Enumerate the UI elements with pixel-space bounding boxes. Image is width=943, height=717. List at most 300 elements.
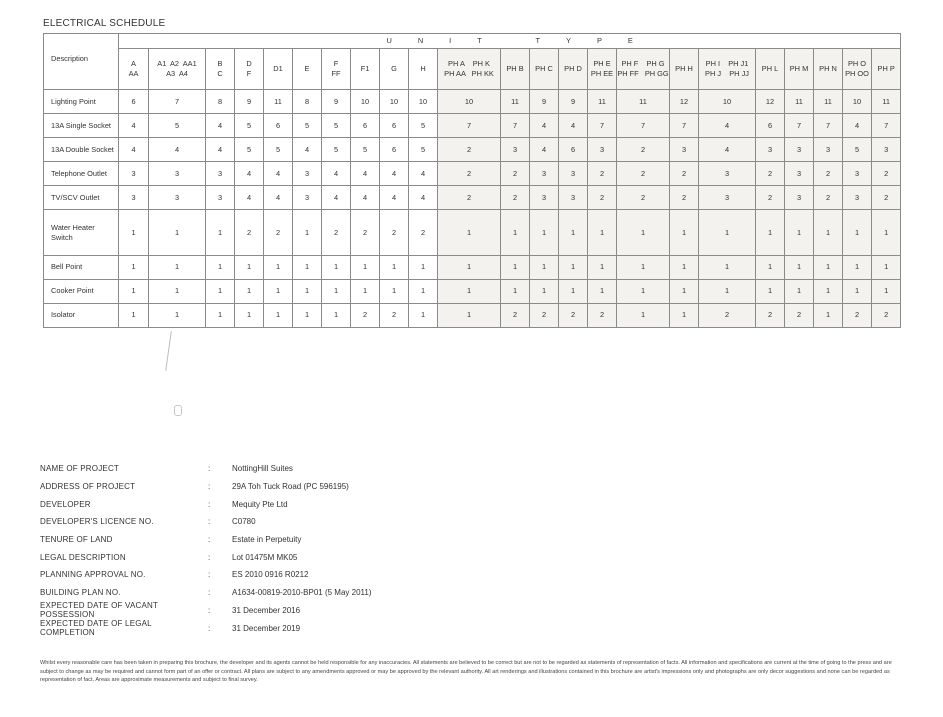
colon-separator: : (208, 535, 211, 545)
table-cell: 1 (438, 279, 501, 303)
table-cell: 1 (814, 255, 843, 279)
table-cell: 4 (530, 138, 559, 162)
table-cell: 1 (588, 255, 617, 279)
table-cell: 1 (119, 279, 149, 303)
table-cell: 2 (814, 186, 843, 210)
row-description: Water Heater Switch (44, 210, 119, 256)
project-detail-row (40, 478, 520, 496)
colon-separator: : (208, 605, 211, 615)
table-cell: 11 (814, 90, 843, 114)
unit-type-column-header (872, 49, 901, 90)
table-cell: 4 (409, 162, 438, 186)
table-cell: 2 (670, 162, 699, 186)
table-cell: 3 (530, 186, 559, 210)
table-cell: 4 (235, 186, 264, 210)
unit-type-column-header (438, 49, 501, 90)
table-cell: 2 (380, 210, 409, 256)
table-cell: 1 (149, 303, 206, 327)
table-cell: 3 (559, 186, 588, 210)
unit-type-label: PH EE (590, 69, 614, 78)
table-cell: 2 (617, 162, 670, 186)
unit-type-label: G (391, 64, 397, 73)
table-cell: 2 (380, 303, 409, 327)
table-cell: 4 (699, 138, 756, 162)
row-description: Isolator (44, 303, 119, 327)
row-description: TV/SCV Outlet (44, 186, 119, 210)
table-cell: 11 (617, 90, 670, 114)
table-row (44, 303, 901, 327)
table-cell: 5 (409, 138, 438, 162)
table-cell: 1 (438, 255, 501, 279)
table-cell: 1 (409, 255, 438, 279)
table-cell: 5 (149, 114, 206, 138)
unit-type-label: PH D (564, 64, 582, 73)
table-cell: 5 (351, 138, 380, 162)
unit-type-column-header (814, 49, 843, 90)
table-cell: 2 (699, 303, 756, 327)
unit-type-label: PH C (535, 64, 553, 73)
project-detail-value: Mequity Pte Ltd (232, 499, 288, 509)
table-cell: 1 (756, 279, 785, 303)
table-cell: 1 (785, 210, 814, 256)
unit-type-column-header (380, 49, 409, 90)
unit-type-column-header (409, 49, 438, 90)
unit-type-column-header (206, 49, 235, 90)
unit-type-label: AA (128, 69, 139, 78)
table-cell: 1 (206, 303, 235, 327)
table-cell: 8 (293, 90, 322, 114)
table-cell: 2 (588, 162, 617, 186)
table-cell: 1 (501, 279, 530, 303)
project-detail-row (40, 495, 520, 513)
project-detail-label: LEGAL DESCRIPTION (40, 552, 126, 562)
table-cell: 3 (785, 162, 814, 186)
table-cell: 4 (235, 162, 264, 186)
table-cell: 1 (617, 303, 670, 327)
table-cell: 1 (617, 279, 670, 303)
unit-type-column-header (530, 49, 559, 90)
unit-type-label: A1 A2 AA1 (157, 59, 197, 69)
table-cell: 3 (530, 162, 559, 186)
table-cell: 4 (322, 186, 351, 210)
project-detail-row (40, 513, 520, 531)
row-description: 13A Single Socket (44, 114, 119, 138)
table-cell: 1 (380, 279, 409, 303)
project-details (40, 460, 520, 637)
project-detail-value: ES 2010 0916 R0212 (232, 570, 309, 580)
table-cell: 1 (322, 303, 351, 327)
table-cell: 1 (530, 279, 559, 303)
table-cell: 3 (814, 138, 843, 162)
table-cell: 1 (814, 279, 843, 303)
table-cell: 1 (149, 210, 206, 256)
table-cell: 3 (501, 138, 530, 162)
unit-type-label: PH L (761, 64, 779, 73)
colon-separator: : (208, 499, 211, 509)
unit-type-label: A (131, 59, 136, 69)
table-row (44, 114, 901, 138)
table-cell: 2 (872, 186, 901, 210)
project-detail-value: A1634-00819-2010-BP01 (5 May 2011) (232, 588, 372, 598)
table-cell: 10 (351, 90, 380, 114)
unit-type-label: PH O (847, 59, 867, 69)
table-cell: 2 (617, 138, 670, 162)
table-cell: 1 (264, 303, 293, 327)
table-cell: 4 (351, 162, 380, 186)
table-cell: 1 (530, 255, 559, 279)
table-cell: 11 (872, 90, 901, 114)
table-cell: 1 (617, 255, 670, 279)
project-detail-label: EXPECTED DATE OF LEGAL COMPLETION (40, 619, 152, 638)
table-cell: 1 (670, 279, 699, 303)
table-cell: 5 (293, 114, 322, 138)
table-cell: 1 (559, 279, 588, 303)
table-cell: 5 (235, 138, 264, 162)
table-cell: 6 (756, 114, 785, 138)
table-cell: 2 (588, 303, 617, 327)
table-cell: 6 (559, 138, 588, 162)
unit-type-label: PH FF PH GG (617, 69, 669, 78)
table-cell: 12 (756, 90, 785, 114)
table-cell: 9 (559, 90, 588, 114)
table-cell: 7 (438, 114, 501, 138)
row-description: 13A Double Socket (44, 138, 119, 162)
project-detail-row (40, 460, 520, 478)
table-cell: 2 (438, 138, 501, 162)
table-cell: 1 (409, 303, 438, 327)
table-cell: 6 (264, 114, 293, 138)
table-cell: 1 (438, 303, 501, 327)
table-cell: 1 (235, 255, 264, 279)
table-cell: 2 (438, 186, 501, 210)
table-cell: 1 (699, 210, 756, 256)
project-detail-label: PLANNING APPROVAL NO. (40, 570, 146, 580)
row-description: Telephone Outlet (44, 162, 119, 186)
table-cell: 2 (756, 303, 785, 327)
unit-type-column-header (351, 49, 380, 90)
table-cell: 2 (438, 162, 501, 186)
table-row (44, 138, 901, 162)
table-row (44, 210, 901, 256)
table-cell: 1 (293, 255, 322, 279)
table-cell: 4 (119, 138, 149, 162)
unit-type-label: PH P (877, 64, 895, 73)
project-detail-label: EXPECTED DATE OF VACANT POSSESSION (40, 601, 158, 620)
table-cell: 1 (843, 210, 872, 256)
table-cell: 1 (670, 255, 699, 279)
table-cell: 1 (530, 210, 559, 256)
table-cell: 1 (670, 210, 699, 256)
table-cell: 2 (501, 162, 530, 186)
table-cell: 1 (409, 279, 438, 303)
table-cell: 10 (699, 90, 756, 114)
table-cell: 7 (501, 114, 530, 138)
table-cell: 1 (264, 279, 293, 303)
table-cell: 3 (843, 186, 872, 210)
project-detail-row (40, 548, 520, 566)
row-description: Bell Point (44, 255, 119, 279)
table-cell: 10 (438, 90, 501, 114)
table-cell: 3 (559, 162, 588, 186)
unit-type-label: PH N (819, 64, 837, 73)
table-cell: 11 (785, 90, 814, 114)
unit-type-column-header (843, 49, 872, 90)
unit-type-column-header (149, 49, 206, 90)
table-cell: 1 (872, 255, 901, 279)
table-cell: 3 (670, 138, 699, 162)
table-cell: 1 (756, 210, 785, 256)
table-cell: 1 (235, 279, 264, 303)
project-detail-label: DEVELOPER (40, 499, 91, 509)
table-cell: 1 (872, 279, 901, 303)
table-cell: 1 (588, 210, 617, 256)
table-cell: 2 (351, 303, 380, 327)
colon-separator: : (208, 588, 211, 598)
disclaimer-text: Whilst every reasonable care has been taken in preparing this brochure, the developer and its agents cannot be held responsible for any inaccuracies. All statements are believed to be correct but are not to be regarded as statements of representation of facts. All information and specifications are current at the time of going to the press and are subject to change as may be required and cannot form part of an offer or contract. All plans are subject to any amendments approved or may be approved by the relevant authority. All art renderings and illustrations contained in this brochure are artist's impressions only and photographs are only decor suggestions and none can be regarded as representation of fact. Areas are approximate measurements and subject to final survey. (40, 660, 892, 683)
table-cell: 1 (119, 210, 149, 256)
table-cell: 2 (617, 186, 670, 210)
colon-separator: : (208, 570, 211, 580)
table-cell: 1 (785, 255, 814, 279)
table-row (44, 162, 901, 186)
project-detail-value: Lot 01475M MK05 (232, 552, 298, 562)
unit-type-label: PH B (506, 64, 524, 73)
table-cell: 3 (119, 162, 149, 186)
unit-type-label: PH OO (845, 69, 869, 78)
table-cell: 1 (322, 255, 351, 279)
table-cell: 11 (588, 90, 617, 114)
unit-type-label: PH F PH G (621, 59, 665, 69)
table-cell: 1 (322, 279, 351, 303)
table-cell: 5 (235, 114, 264, 138)
unit-type-column-headers (44, 49, 901, 90)
table-cell: 1 (264, 255, 293, 279)
schedule-body (44, 90, 901, 328)
table-cell: 3 (149, 162, 206, 186)
table-cell: 10 (409, 90, 438, 114)
table-cell: 5 (843, 138, 872, 162)
table-cell: 11 (501, 90, 530, 114)
table-cell: 4 (530, 114, 559, 138)
unit-type-column-header (501, 49, 530, 90)
project-detail-label: DEVELOPER'S LICENCE NO. (40, 517, 154, 527)
table-cell: 1 (785, 279, 814, 303)
unit-type-column-header (756, 49, 785, 90)
table-cell: 1 (206, 255, 235, 279)
table-cell: 3 (756, 138, 785, 162)
table-cell: 2 (501, 186, 530, 210)
table-cell: 3 (872, 138, 901, 162)
table-cell: 1 (501, 210, 530, 256)
table-cell: 1 (501, 255, 530, 279)
table-cell: 2 (235, 210, 264, 256)
table-cell: 4 (206, 114, 235, 138)
table-cell: 4 (380, 186, 409, 210)
table-cell: 4 (264, 186, 293, 210)
table-cell: 4 (322, 162, 351, 186)
table-cell: 2 (872, 162, 901, 186)
table-cell: 1 (206, 210, 235, 256)
table-cell: 1 (351, 279, 380, 303)
table-cell: 4 (293, 138, 322, 162)
table-cell: 12 (670, 90, 699, 114)
table-cell: 1 (235, 303, 264, 327)
unit-type-label: PH H (675, 64, 693, 73)
table-cell: 7 (617, 114, 670, 138)
table-cell: 5 (409, 114, 438, 138)
schedule-title: ELECTRICAL SCHEDULE (43, 18, 166, 29)
table-cell: 3 (785, 186, 814, 210)
table-cell: 3 (206, 162, 235, 186)
table-cell: 3 (206, 186, 235, 210)
unit-type-label: PH M (789, 64, 809, 73)
table-cell: 10 (843, 90, 872, 114)
table-cell: 10 (380, 90, 409, 114)
table-cell: 1 (670, 303, 699, 327)
table-cell: 11 (264, 90, 293, 114)
project-detail-value: 29A Toh Tuck Road (PC 596195) (232, 482, 349, 492)
row-description: Cooker Point (44, 279, 119, 303)
project-detail-row (40, 619, 520, 637)
table-cell: 4 (380, 162, 409, 186)
unit-type-column-header (559, 49, 588, 90)
table-cell: 1 (149, 255, 206, 279)
table-cell: 7 (814, 114, 843, 138)
unit-type-column-header (322, 49, 351, 90)
table-cell: 1 (119, 303, 149, 327)
table-cell: 1 (617, 210, 670, 256)
project-detail-value: 31 December 2016 (232, 605, 301, 615)
table-cell: 1 (293, 279, 322, 303)
table-cell: 2 (322, 210, 351, 256)
colon-separator: : (208, 552, 211, 562)
project-detail-row (40, 566, 520, 584)
table-cell: 1 (380, 255, 409, 279)
unit-type-label: D (246, 59, 252, 69)
colon-separator: : (208, 517, 211, 527)
colon-separator: : (208, 482, 211, 492)
unit-type-header: UNIT TYPE (119, 34, 901, 49)
unit-type-column-header (699, 49, 756, 90)
table-row (44, 279, 901, 303)
table-cell: 1 (756, 255, 785, 279)
table-cell: 2 (409, 210, 438, 256)
table-cell: 1 (699, 255, 756, 279)
project-detail-row (40, 584, 520, 602)
table-cell: 2 (559, 303, 588, 327)
table-row (44, 186, 901, 210)
unit-type-label: C (217, 69, 223, 78)
table-cell: 6 (351, 114, 380, 138)
project-detail-label: ADDRESS OF PROJECT (40, 482, 136, 492)
table-cell: 6 (119, 90, 149, 114)
table-cell: 2 (756, 186, 785, 210)
table-cell: 9 (322, 90, 351, 114)
unit-type-label: E (304, 64, 310, 73)
table-cell: 1 (119, 255, 149, 279)
unit-type-label: A3 A4 (166, 69, 188, 78)
unit-type-column-header (588, 49, 617, 90)
table-cell: 5 (264, 138, 293, 162)
unit-type-label: PH J PH JJ (705, 69, 749, 78)
scan-mark (174, 405, 182, 416)
unit-type-label: B (217, 59, 223, 69)
scan-mark (165, 331, 172, 371)
table-cell: 2 (843, 303, 872, 327)
table-row (44, 255, 901, 279)
table-cell: 4 (119, 114, 149, 138)
unit-type-label: FF (331, 69, 341, 78)
table-cell: 3 (699, 162, 756, 186)
project-detail-value: C0780 (232, 517, 256, 527)
table-cell: 1 (843, 279, 872, 303)
table-cell: 2 (872, 303, 901, 327)
table-cell: 2 (264, 210, 293, 256)
table-cell: 2 (670, 186, 699, 210)
table-cell: 3 (293, 186, 322, 210)
table-cell: 1 (699, 279, 756, 303)
unit-type-label: D1 (273, 64, 283, 73)
table-cell: 1 (559, 255, 588, 279)
unit-type-label: F1 (360, 64, 370, 73)
table-cell: 1 (588, 279, 617, 303)
table-cell: 4 (559, 114, 588, 138)
table-cell: 4 (699, 114, 756, 138)
unit-type-column-header (264, 49, 293, 90)
unit-type-label: PH A PH K (448, 59, 490, 69)
table-cell: 3 (293, 162, 322, 186)
project-detail-label: BUILDING PLAN NO. (40, 588, 121, 598)
project-detail-label: TENURE OF LAND (40, 535, 113, 545)
unit-type-column-header (670, 49, 699, 90)
table-cell: 1 (814, 303, 843, 327)
table-cell: 7 (872, 114, 901, 138)
colon-separator: : (208, 623, 211, 633)
table-cell: 4 (843, 114, 872, 138)
table-cell: 1 (351, 255, 380, 279)
table-cell: 2 (814, 162, 843, 186)
unit-type-column-header (617, 49, 670, 90)
unit-type-column-header (293, 49, 322, 90)
unit-type-label: PH I PH J1 (705, 59, 749, 69)
project-detail-value: NottingHill Suites (232, 464, 293, 474)
table-cell: 2 (530, 303, 559, 327)
table-cell: 2 (351, 210, 380, 256)
project-detail-value: 31 December 2019 (232, 623, 301, 633)
table-cell: 5 (322, 138, 351, 162)
table-cell: 3 (119, 186, 149, 210)
table-cell: 1 (293, 303, 322, 327)
table-cell: 9 (235, 90, 264, 114)
row-description: Lighting Point (44, 90, 119, 114)
table-cell: 7 (149, 90, 206, 114)
unit-type-label: F (333, 59, 339, 69)
table-cell: 1 (438, 210, 501, 256)
table-cell: 2 (756, 162, 785, 186)
table-cell: 1 (872, 210, 901, 256)
project-detail-value: Estate in Perpetuity (232, 535, 302, 545)
table-cell: 1 (559, 210, 588, 256)
table-cell: 6 (380, 114, 409, 138)
unit-type-label: H (420, 64, 426, 73)
table-cell: 7 (588, 114, 617, 138)
unit-type-column-header (119, 49, 149, 90)
table-cell: 1 (206, 279, 235, 303)
table-cell: 7 (785, 114, 814, 138)
unit-type-label: F (246, 69, 252, 78)
table-cell: 6 (380, 138, 409, 162)
table-cell: 3 (785, 138, 814, 162)
